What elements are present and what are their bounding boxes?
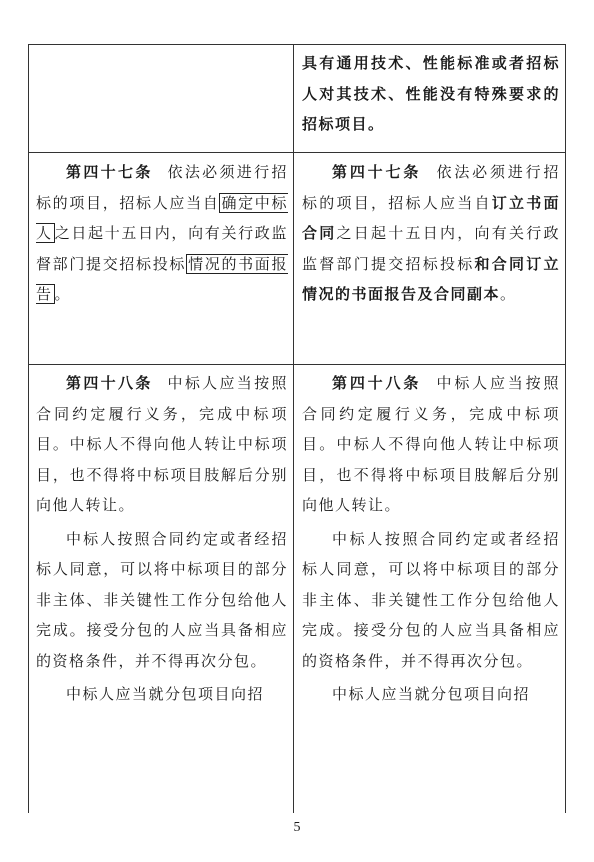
body-text: 之日起十五日内，向有关行政监督部门提交招标投标	[36, 224, 288, 273]
row-divider	[28, 152, 566, 153]
body-text: 中标人应当按照合同约定履行义务，完成中标项目。中标人不得向他人转让中标项目，也不得将中标项目肢解后分别向他人转让。	[302, 374, 560, 514]
boxed-text: 情况的书面报告	[36, 254, 288, 303]
body-text: 中标人应当就分包项目向招	[66, 685, 265, 703]
row-3-right-cell	[302, 368, 560, 710]
emphasized-text: 第四十八条	[66, 374, 153, 392]
paragraph	[36, 368, 288, 521]
paragraph	[302, 157, 560, 310]
body-text: 。	[54, 285, 72, 303]
body-text: 中标人应当按照合同约定履行义务，完成中标项目。中标人不得向他人转让中标项目，也不得将中标项目肢解后分别向他人转让。	[36, 374, 288, 514]
row-divider	[28, 364, 566, 365]
page-number: 5	[293, 820, 301, 835]
body-text: 中标人应当就分包项目向招	[332, 685, 531, 703]
body-text: 中标人按照合同约定或者经招标人同意，可以将中标项目的部分非主体、非关键性工作分包给他人完成。接受分包的人应当具备相应的资格条件，并不得再次分包。	[36, 529, 288, 670]
row-2-right-cell	[302, 157, 560, 310]
body-text: 。	[500, 285, 517, 303]
emphasized-text: 订立书面合同	[302, 193, 560, 242]
column-divider	[293, 44, 294, 813]
paragraph	[302, 368, 560, 521]
paragraph	[302, 524, 560, 677]
paragraph	[36, 524, 288, 677]
paragraph	[36, 157, 288, 310]
body-text: 依法必须进行招标的项目，招标人应当自	[36, 163, 288, 212]
body-text: 中标人按照合同约定或者经招标人同意，可以将中标项目的部分非主体、非关键性工作分包给他人完成。接受分包的人应当具备相应的资格条件，并不得再次分包。	[302, 529, 560, 670]
emphasized-text: 和合同订立情况的书面报告及合同副本	[302, 254, 560, 303]
emphasized-text: 具有通用技术、性能标准或者招标人对其技术、性能没有特殊要求的招标项目。	[302, 54, 560, 133]
row-2-left-cell	[36, 157, 288, 310]
paragraph	[302, 48, 560, 140]
row-1-right-cell	[302, 48, 560, 140]
row-3-left-cell	[36, 368, 288, 710]
emphasized-text: 第四十八条	[332, 374, 422, 392]
boxed-text: 确定中标人	[36, 193, 288, 242]
emphasized-text: 第四十七条	[332, 163, 422, 181]
emphasized-text: 第四十七条	[66, 163, 153, 181]
paragraph	[302, 679, 560, 710]
body-text: 之日起十五日内，向有关行政监督部门提交招标投标	[302, 224, 560, 273]
paragraph	[36, 679, 288, 710]
body-text: 依法必须进行招标的项目，招标人应当自	[302, 163, 560, 212]
